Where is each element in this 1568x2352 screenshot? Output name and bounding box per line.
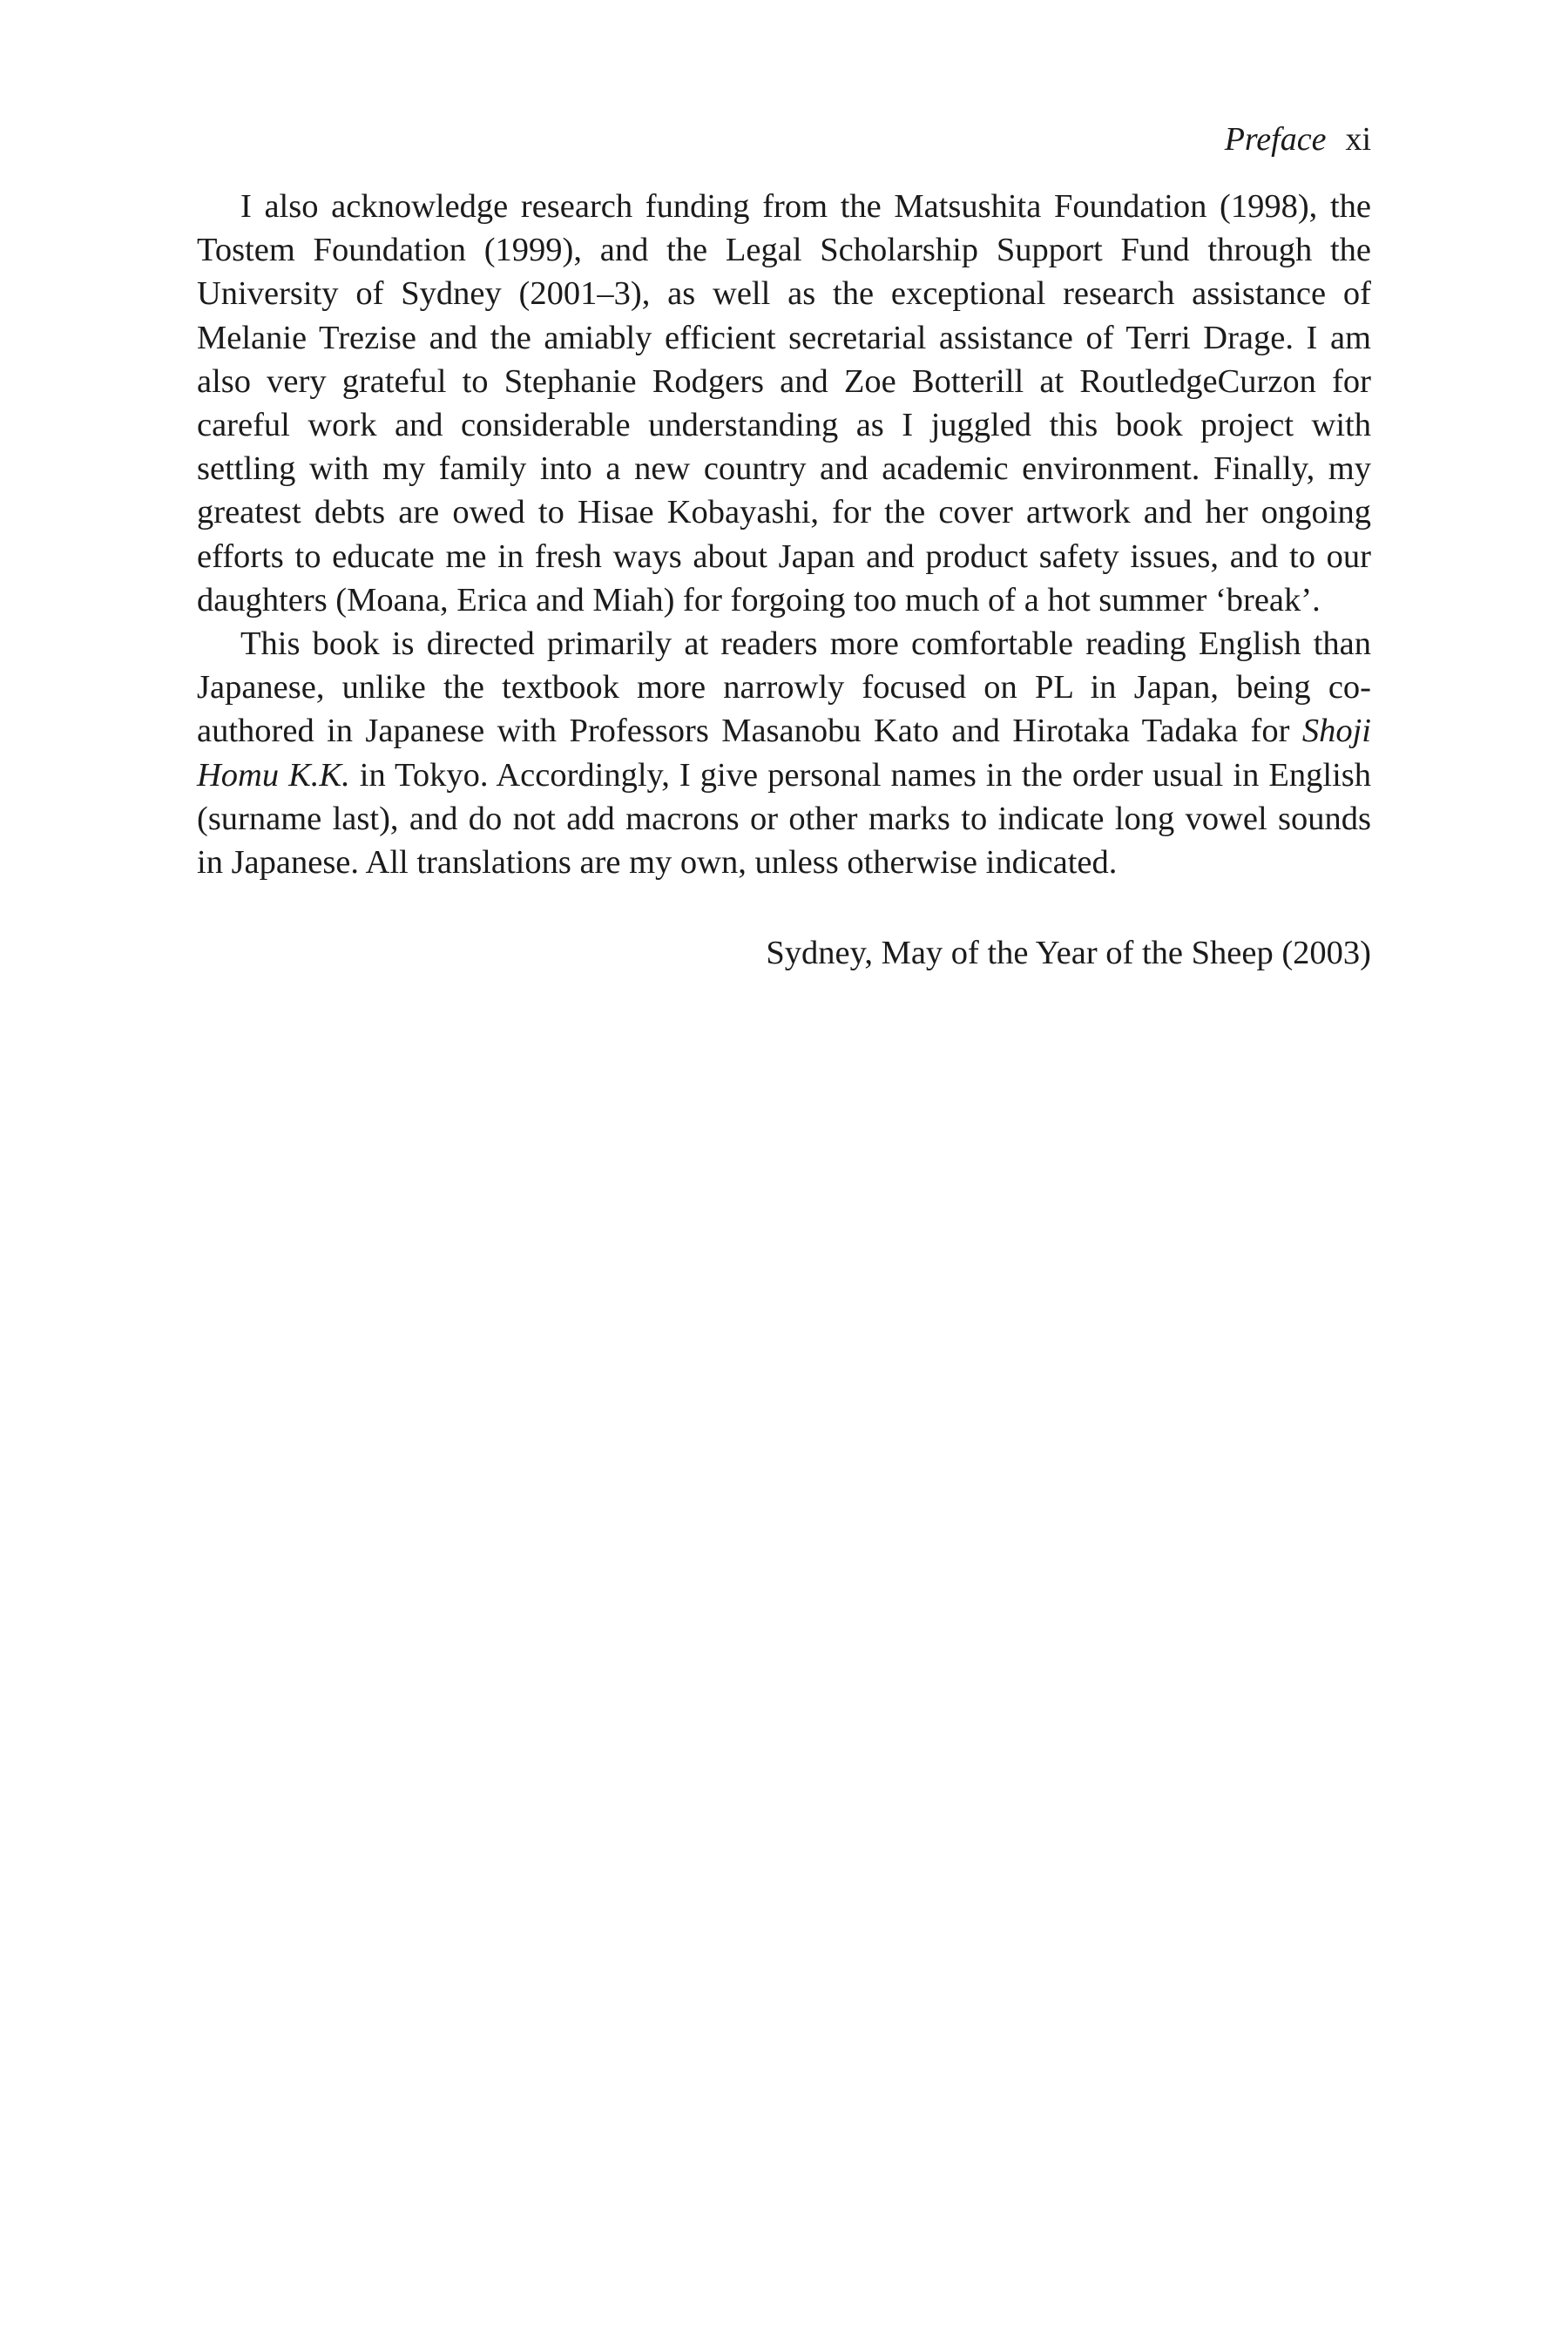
paragraph-readership — [197, 622, 1371, 884]
italic-publisher-name: Shoji Homu K.K. — [197, 713, 1371, 794]
paragraph-text: This book is directed primarily at readers more comfortable reading English than Japanese, unlike the textbook more narrowly focused on PL in Japan, being co-authored in Japanese with Professors Masanobu Kato and Hirotaka Tadaka for — [197, 625, 1371, 750]
page-number: xi — [1345, 121, 1371, 158]
paragraph-text: in Tokyo. Accordingly, I give personal names in the order usual in English (surname last), and do not add macrons or other marks to indicate long vowel sounds in Japanese. All translations are my own, unless otherwise indicated. — [197, 756, 1371, 882]
signoff-line: Sydney, May of the Year of the Sheep (2003) — [766, 935, 1371, 972]
paragraph-acknowledgements: I also acknowledge research funding from the Matsushita Foundation (1998), the Tostem Foundation (1999), and the Legal Scholarship Support Fund through the University of Sydney (2001–3), as well as the exceptional research assistance of Melanie Trezise and the amiably efficient secretarial assistance of Terri Drage. I am also very grateful to Stephanie Rodgers and Zoe Botterill at RoutledgeCurzon for careful work and considerable understanding as I juggled this book project with settling with my family into a new country and academic environment. Finally, my greatest debts are owed to Hisae Kobayashi, for the cover artwork and her ongoing efforts to educate me in fresh ways about Japan and product safety issues, and to our daughters (Moana, Erica and Miah) for forgoing too much of a hot summer ‘break’. — [197, 188, 1371, 618]
book-page — [197, 113, 1371, 975]
running-head-title: Preface — [1224, 121, 1327, 158]
running-head — [197, 113, 1371, 166]
